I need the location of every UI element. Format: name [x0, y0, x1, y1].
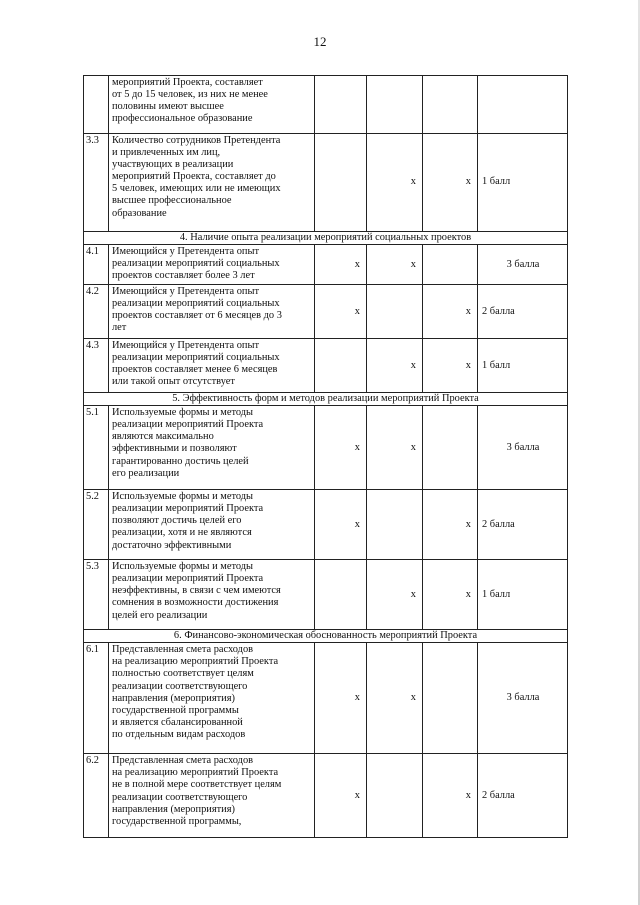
- criteria-table: [83, 75, 568, 838]
- mark-cell: х: [315, 245, 367, 285]
- section-heading: 5. Эффективность форм и методов реализации мероприятий Проекта: [84, 393, 568, 406]
- criterion-number: 4.1: [84, 245, 109, 285]
- criterion-number: 5.1: [84, 406, 109, 490]
- score-cell: 1 балл: [478, 560, 568, 630]
- criterion-number: [84, 76, 109, 134]
- mark-cell: [423, 76, 478, 134]
- mark-cell: [367, 490, 423, 560]
- mark-cell: [315, 134, 367, 232]
- score-cell: 1 балл: [478, 134, 568, 232]
- table-row: [84, 245, 568, 285]
- table-row: [84, 643, 568, 754]
- criterion-text: Используемые формы и методы реализации мероприятий Проекта позволяют достичь целей его реализации, хотя и не являются достаточно эффективными: [109, 490, 315, 560]
- mark-cell: х: [423, 339, 478, 393]
- mark-cell: х: [423, 134, 478, 232]
- mark-cell: [315, 76, 367, 134]
- criterion-number: 5.3: [84, 560, 109, 630]
- mark-cell: х: [423, 754, 478, 838]
- criterion-text: Представленная смета расходов на реализацию мероприятий Проекта не в полной мере соответствует целям реализации соответствующего направления (мероприятия) государственной программы,: [109, 754, 315, 838]
- criterion-number: 6.2: [84, 754, 109, 838]
- table-row: [84, 76, 568, 134]
- score-cell: 3 балла: [478, 406, 568, 490]
- table-row: [84, 406, 568, 490]
- mark-cell: х: [315, 643, 367, 754]
- mark-cell: х: [367, 245, 423, 285]
- mark-cell: [367, 285, 423, 339]
- criterion-text: Представленная смета расходов на реализацию мероприятий Проекта полностью соответствует целям реализации соответствующего направления (мероприятия) государственной программы и является сбалансированной по отдельным видам расходов: [109, 643, 315, 754]
- section-heading: 6. Финансово-экономическая обоснованность мероприятий Проекта: [84, 630, 568, 643]
- mark-cell: х: [367, 134, 423, 232]
- section-heading-row: [84, 232, 568, 245]
- table-row: [84, 339, 568, 393]
- section-heading-row: [84, 630, 568, 643]
- criterion-number: 6.1: [84, 643, 109, 754]
- criterion-number: 4.3: [84, 339, 109, 393]
- mark-cell: [423, 643, 478, 754]
- table-row: [84, 754, 568, 838]
- table-row: [84, 490, 568, 560]
- mark-cell: х: [423, 560, 478, 630]
- score-cell: 2 балла: [478, 490, 568, 560]
- mark-cell: х: [315, 285, 367, 339]
- criterion-text: Используемые формы и методы реализации мероприятий Проекта являются максимально эффективными и позволяют гарантированно достичь целей его реализации: [109, 406, 315, 490]
- mark-cell: х: [367, 406, 423, 490]
- mark-cell: х: [367, 339, 423, 393]
- table-row: [84, 560, 568, 630]
- section-heading: 4. Наличие опыта реализации мероприятий социальных проектов: [84, 232, 568, 245]
- mark-cell: х: [367, 643, 423, 754]
- score-cell: 2 балла: [478, 285, 568, 339]
- criterion-number: 3.3: [84, 134, 109, 232]
- criterion-text: мероприятий Проекта, составляет от 5 до 15 человек, из них не менее половины имеют высшее профессиональное образование: [109, 76, 315, 134]
- score-cell: 1 балл: [478, 339, 568, 393]
- score-cell: 3 балла: [478, 245, 568, 285]
- table-row: [84, 134, 568, 232]
- mark-cell: х: [315, 754, 367, 838]
- mark-cell: х: [423, 285, 478, 339]
- mark-cell: [367, 76, 423, 134]
- criterion-text: Используемые формы и методы реализации мероприятий Проекта неэффективны, в связи с чем имеются сомнения в возможности достижения целей его реализации: [109, 560, 315, 630]
- criterion-text: Имеющийся у Претендента опыт реализации мероприятий социальных проектов составляет менее 6 месяцев или такой опыт отсутствует: [109, 339, 315, 393]
- criterion-text: Имеющийся у Претендента опыт реализации мероприятий социальных проектов составляет от 6 месяцев до 3 лет: [109, 285, 315, 339]
- mark-cell: х: [315, 490, 367, 560]
- mark-cell: х: [315, 406, 367, 490]
- score-cell: 3 балла: [478, 643, 568, 754]
- criterion-text: Имеющийся у Претендента опыт реализации мероприятий социальных проектов составляет более 3 лет: [109, 245, 315, 285]
- mark-cell: [423, 245, 478, 285]
- criterion-number: 5.2: [84, 490, 109, 560]
- mark-cell: [315, 560, 367, 630]
- page-number: 12: [313, 34, 327, 49]
- table-row: [84, 285, 568, 339]
- section-heading-row: [84, 393, 568, 406]
- criterion-text: Количество сотрудников Претендента и привлеченных им лиц, участвующих в реализации мероприятий Проекта, составляет до 5 человек, имеющих или не имеющих высшее профессиональное образование: [109, 134, 315, 232]
- score-cell: 2 балла: [478, 754, 568, 838]
- criteria-table-body: [84, 76, 568, 838]
- mark-cell: [367, 754, 423, 838]
- mark-cell: [315, 339, 367, 393]
- criterion-number: 4.2: [84, 285, 109, 339]
- mark-cell: х: [367, 560, 423, 630]
- score-cell: [478, 76, 568, 134]
- mark-cell: х: [423, 490, 478, 560]
- mark-cell: [423, 406, 478, 490]
